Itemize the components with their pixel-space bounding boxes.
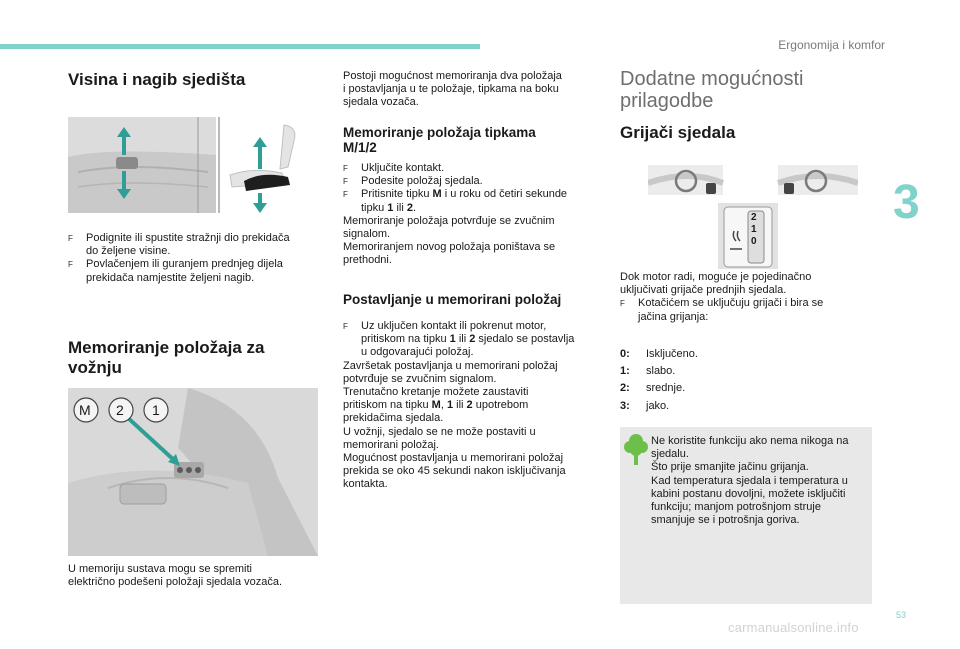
heating-level-row: 2: srednje. [620,382,686,395]
memory-badges [72,396,182,424]
list-item: F Podignite ili spustite stražnji dio prekidača [68,232,290,244]
list-item-cont: u odgovarajući položaj. [361,346,474,359]
list-item: F Kotačićem se uključuju grijači i bira se [620,297,824,310]
chapter-title: Ergonomija i komfor [778,38,885,52]
heating-level-row: 0: Isključeno. [620,348,698,360]
list-item: F Uključite kontakt. [343,162,445,174]
watermark: carmanualsonline.info [728,620,859,635]
eco-tree-icon [623,432,649,466]
list-item: F Uz uključen kontakt ili pokrenut motor, [343,320,547,332]
bullet-marker: F [343,177,348,187]
header-accent-bar [0,44,480,49]
memory-intro: Postoji mogućnost memoriranja dva položaja i postavljanja u te položaje, tipkama na boku sjedala vozača. [343,70,562,109]
bullet-marker: F [343,164,348,173]
subsection-title-store: Memoriranje položaja tipkama M/1/2 [343,125,536,155]
seat-tilt-diagram [222,117,318,213]
seat-height-instructions [68,232,318,285]
bullet-marker: F [343,322,348,331]
list-item-cont: jačina grijanja: [638,310,709,323]
bullet-marker: F [68,234,73,243]
bullet-marker: F [620,299,625,309]
list-item-cont: do željene visine. [86,245,171,258]
subsection-title-recall: Postavljanje u memorirani položaj [343,292,562,307]
page-number: 53 [896,610,907,620]
heating-level-row: 1: slabo. [620,365,676,378]
list-item: F Podesite položaj sjedala. [343,175,483,188]
list-item-cont: tipku 1 ili 2. [361,201,417,214]
chapter-number: 3 [893,176,920,229]
bullet-marker: F [68,260,73,270]
heating-knob-labels: 2 1 0 [751,212,757,247]
memory-caption: U memoriju sustava mogu se spremiti električno podešeni položaji sjedala vozača. [68,563,283,589]
section-title-seat-height: Visina i nagib sjedišta [68,70,246,89]
section-title-seat-heating: Grijači sjedala [620,123,736,142]
heating-level-row: 3: jako. [620,399,670,412]
main-section-title: Dodatne mogućnosti prilagodbe [620,68,804,112]
recall-instructions: F Uz uključen kontakt ili pokrenut motor, pritiskom na tipku 1 ili 2 sjedalo se postavlja u odgovarajući položaj. Završetak postavljanja u memorirani položaj potvrđuje se zvučnim signalom. Trenutačno kretanje možete zaustaviti pritiskom na tipku M, 1 ili 2 upotrebom prekidačima sjedala. U vožnji, sjedalo se ne može postaviti u memorirani položaj. Mogućnost postavljanja u memorirani položaj prekida se oko 45 sekundi nakon isključivanja kontakta. [343,320,598,492]
badge-2: 2 [116,402,124,418]
eco-note-text: Ne koristite funkciju ako nema nikoga na sjedalu. Što prije smanjite jačinu grijanja. Kad temperatura sjedala i temperatura u kabini postanu dovoljni, možete isključiti funkciju; manjom potrošnjom struje smanjuje se i potrošnja goriva. [651,435,849,527]
section-title-memory: Memoriranje položaja za vožnju [68,338,265,377]
badge-m: M [79,402,91,418]
image-divider [218,117,220,213]
seat-height-photo [68,117,216,213]
list-item-cont: pritiskom na tipku 1 ili 2 sjedalo se postavlja [361,333,575,346]
list-item: F Povlačenjem ili guranjem prednjeg dijela [68,258,283,271]
heating-levels-list [620,348,820,417]
store-instructions: F Uključite kontakt. F Podesite položaj sjedala. F Pritisnite tipku M i u roku od četiri sekunde tipku 1 ili 2. Memoriranje položaja potvrđuje se zvučnim signalom. Memoriranjem novog položaja poništava se prethodni. [343,162,598,268]
list-item: F Pritisnite tipku M i u roku od četiri sekunde [343,188,568,201]
badge-1: 1 [152,402,160,418]
bullet-marker: F [343,190,348,200]
list-item-cont: prekidača namjestite željeni nagib. [86,271,255,284]
seat-heating-intro: Dok motor radi, moguće je pojedinačno uključivati grijače prednjih sjedala. F Kotačićem se uključuju grijači i bira se jačina grijanja: [620,271,870,324]
